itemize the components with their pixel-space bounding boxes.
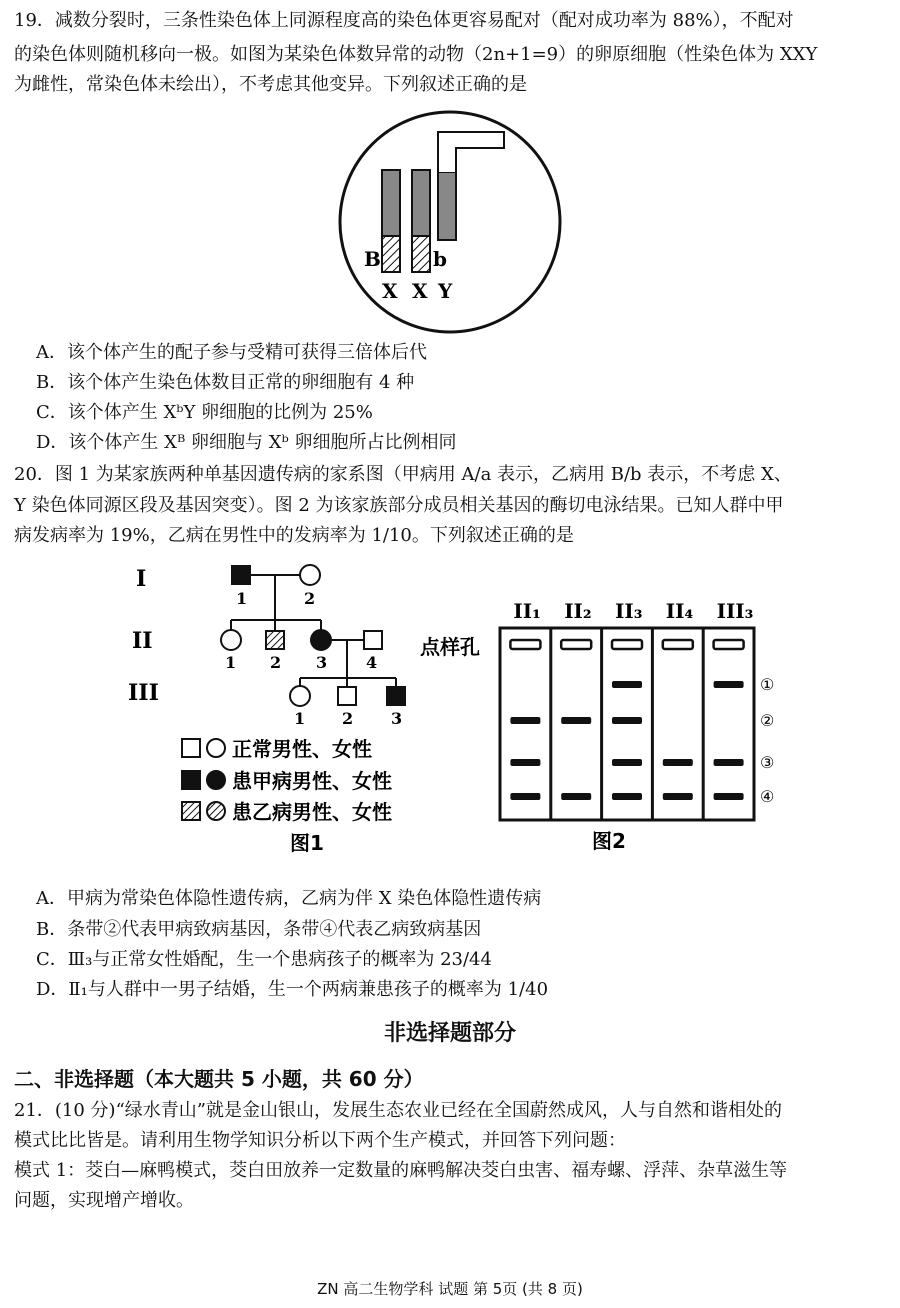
lane-label: II₃ [615, 599, 643, 623]
gel-band [561, 793, 591, 800]
y-chromosome [438, 172, 456, 240]
q19-option-d: D．该个体产生 Xᴮ 卵细胞与 Xᵇ 卵细胞所占比例相同 [36, 432, 457, 453]
III2-number: 2 [342, 709, 354, 728]
generation-II: II [132, 628, 153, 654]
generation-I: I [136, 566, 147, 592]
legend-a-male-symbol [182, 771, 200, 789]
sample-well [510, 640, 540, 649]
band-label: ① [760, 675, 775, 694]
allele-b-label: b [433, 247, 447, 271]
q21-line3: 模式 1：茭白—麻鸭模式，茭白田放养一定数量的麻鸭解决茭白虫害、福寿螺、浮萍、杂草滋生等 [14, 1160, 788, 1181]
gel-band [612, 681, 642, 688]
part-title: 二、非选择题（本大题共 5 小题，共 60 分） [14, 1067, 424, 1091]
I1-number: 1 [236, 589, 248, 608]
legend-b-text: 患乙病男性、女性 [232, 800, 392, 824]
lane-label: II₁ [513, 599, 541, 623]
legend-b-male-symbol [182, 802, 200, 820]
I2-number: 2 [304, 589, 316, 608]
gel-band [663, 759, 693, 766]
x-chromosome-2 [412, 170, 430, 236]
III3-affected-male [387, 687, 405, 705]
q21-line1: 21．(10 分)“绿水青山”就是金山银山，发展生态农业已经在全国蔚然成风，人与自然和谐相处的 [14, 1100, 782, 1121]
x1-hatched-segment [382, 236, 400, 272]
gel-band [714, 793, 744, 800]
II4-number: 4 [366, 653, 378, 672]
II4-normal-male [364, 631, 382, 649]
q19-stem-line2: 的染色体则随机移向一极。如图为某染色体数异常的动物（2n+1=9）的卵原细胞（性染色体为 XXY [14, 44, 818, 65]
pedigree-figure [120, 558, 450, 858]
chrom-label-y: Y [438, 279, 453, 303]
gel-band [714, 759, 744, 766]
generation-III: III [128, 680, 159, 706]
chrom-label-x2: X [412, 279, 428, 303]
q20-option-c: C．Ⅲ₃与正常女性婚配，生一个患病孩子的概率为 23/44 [36, 949, 492, 970]
gel-band [510, 717, 540, 724]
II3-number: 3 [316, 653, 328, 672]
I1-affected-male [232, 566, 250, 584]
legend-normal-female-symbol [207, 739, 225, 757]
gel-figure [416, 592, 796, 858]
q19-stem-line3: 为雌性，常染色体未绘出），不考虑其他变异。下列叙述正确的是 [14, 74, 527, 95]
band-label: ④ [760, 787, 775, 806]
figure1-caption: 图1 [290, 831, 324, 855]
sample-well [663, 640, 693, 649]
legend-a-text: 患甲病男性、女性 [232, 769, 392, 793]
allele-B-label: B [364, 247, 381, 271]
III3-number: 3 [391, 709, 403, 728]
III1-normal-female [290, 686, 310, 706]
legend-b-female-symbol [207, 802, 225, 820]
gel-band [612, 793, 642, 800]
band-label: ③ [760, 753, 775, 772]
III2-normal-male [338, 687, 356, 705]
q20-stem-line3: 病发病率为 19%，乙病在男性中的发病率为 1/10。下列叙述正确的是 [14, 525, 574, 546]
II2-number: 2 [270, 653, 282, 672]
chrom-label-x1: X [382, 279, 398, 303]
gel-band [612, 759, 642, 766]
q20-stem-line1: 20．图 1 为某家族两种单基因遗传病的家系图（甲病用 A/a 表示，乙病用 B/b 表示，不考虑 X、 [14, 464, 792, 485]
II1-normal-female [221, 630, 241, 650]
q19-stem-line1: 19．减数分裂时，三条性染色体上同源程度高的染色体更容易配对（配对成功率为 88%），不配对 [14, 10, 794, 31]
x-chromosome-1 [382, 170, 400, 236]
lane-label: II₄ [665, 599, 694, 623]
gel-band [714, 681, 744, 688]
II1-number: 1 [225, 653, 237, 672]
gel-band [663, 793, 693, 800]
sample-well [714, 640, 744, 649]
sample-well [612, 640, 642, 649]
I2-normal-female [300, 565, 320, 585]
II2-disease-b-male [266, 631, 284, 649]
gel-band [510, 793, 540, 800]
lane-label: III₃ [716, 599, 754, 623]
legend-normal-male-symbol [182, 739, 200, 757]
legend-normal-text: 正常男性、女性 [232, 737, 372, 761]
section-title: 非选择题部分 [383, 1021, 516, 1046]
q21-line4: 问题，实现增产增收。 [14, 1190, 194, 1211]
gel-band [510, 759, 540, 766]
q21-line2: 模式比比皆是。请利用生物学知识分析以下两个生产模式，并回答下列问题： [14, 1130, 626, 1151]
q20-option-d: D．Ⅱ₁与人群中一男子结婚，生一个两病兼患孩子的概率为 1/40 [36, 979, 549, 1000]
II3-affected-female [311, 630, 331, 650]
gel-band [612, 717, 642, 724]
q20-option-a: A．甲病为常染色体隐性遗传病，乙病为伴 X 染色体隐性遗传病 [36, 888, 542, 909]
q19-option-a: A．该个体产生的配子参与受精可获得三倍体后代 [36, 342, 427, 363]
q19-option-b: B．该个体产生染色体数目正常的卵细胞有 4 种 [36, 372, 415, 393]
figure2-caption: 图2 [592, 829, 626, 853]
page-footer: ZN 高二生物学科 试题 第 5页 (共 8 页) [317, 1280, 583, 1298]
lane-label: II₂ [564, 599, 592, 623]
gel-band [561, 717, 591, 724]
sample-well [561, 640, 591, 649]
III1-number: 1 [294, 709, 306, 728]
q20-stem-line2: Y 染色体同源区段及基因突变）。图 2 为该家族部分成员相关基因的酶切电泳结果。已知人群中甲 [14, 495, 784, 516]
q20-option-b: B．条带②代表甲病致病基因，条带④代表乙病致病基因 [36, 919, 482, 940]
band-label: ② [760, 711, 775, 730]
well-label: 点样孔 [420, 635, 480, 659]
legend-a-female-symbol [207, 771, 225, 789]
x2-hatched-segment [412, 236, 430, 272]
q19-cell-figure [318, 108, 588, 336]
q19-option-c: C．该个体产生 XᵇY 卵细胞的比例为 25% [36, 402, 373, 423]
